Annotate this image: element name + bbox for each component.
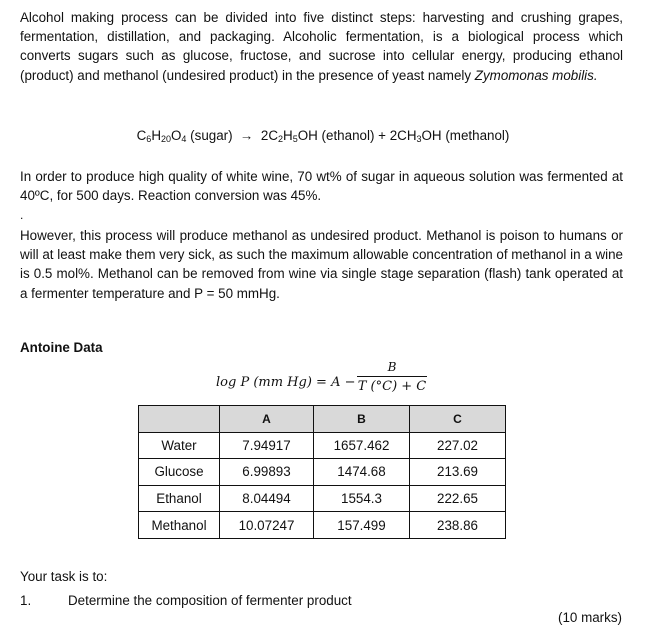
header-cell: C [410, 406, 506, 433]
methanol-paragraph: However, this process will produce methanol as undesired product. Methanol is poison to humans or will at least make them very sick, as such the maximum allowable concentration of methanol in a wine is 0.5 mol%. Methanol can be removed from wine via single stage separation (flash) tank operated at a fermenter temperature and P = 50 mmHg. [20, 228, 623, 301]
cell-c: 227.02 [410, 432, 506, 459]
methanol-label: (methanol) [445, 128, 510, 143]
sugar-formula: $C_6H_{20}O_4$ [136, 128, 187, 144]
ethanol-label: (ethanol) [321, 128, 375, 143]
cell-c: 238.86 [410, 512, 506, 539]
formula-fraction [357, 360, 427, 394]
task-intro: Your task is to: [20, 569, 108, 584]
table-header-row [139, 406, 506, 433]
row-name: Ethanol [139, 485, 220, 512]
ethanol-formula: $2C_2H_5OH$ [260, 128, 318, 144]
cell-a: 10.07247 [220, 512, 314, 539]
bullet-dot: . [20, 208, 24, 222]
question-text: Determine the composition of fermenter product [68, 593, 352, 608]
antoine-table [138, 405, 506, 539]
cell-b: 1657.462 [314, 432, 410, 459]
fraction-bar [357, 376, 427, 377]
table-row [139, 432, 506, 459]
plus-sign: + [378, 128, 386, 143]
cell-c: 213.69 [410, 459, 506, 486]
task-question [20, 593, 352, 608]
header-cell: B [314, 406, 410, 433]
cell-b: 1554.3 [314, 485, 410, 512]
row-name: Water [139, 432, 220, 459]
table-row [139, 512, 506, 539]
cell-a: 6.99893 [220, 459, 314, 486]
table-row [139, 459, 506, 486]
conditions-paragraph: In order to produce high quality of white wine, 70 wt% of sugar in aqueous solution was fermented at 40ºC, for 500 days. Reaction conversion was 45%. [20, 169, 623, 204]
methanol-formula: $2CH_3OH$ [389, 128, 442, 144]
intro-text: Alcohol making process can be divided into five distinct steps: harvesting and crushing grapes, fermentation, distillation, and packaging. Alcoholic fermentation, is a biological process which converts sugars such as glucose, fructose, and sucrose into cellular energy, producing ethanol (product) and methanol (undesired product) in the presence of yeast namely [20, 10, 623, 83]
cell-c: 222.65 [410, 485, 506, 512]
cell-b: 1474.68 [314, 459, 410, 486]
question-marks: (10 marks) [558, 610, 622, 625]
intro-paragraph [20, 8, 623, 85]
antoine-heading: Antoine Data [20, 340, 103, 355]
row-name: Glucose [139, 459, 220, 486]
formula-lhs: log P (mm Hg) = A − [216, 375, 356, 390]
header-cell: A [220, 406, 314, 433]
header-cell [139, 406, 220, 433]
reaction-equation [0, 128, 646, 144]
formula-denominator: T (°C) + C [357, 379, 427, 394]
formula-numerator: B [387, 360, 397, 374]
question-number: 1. [20, 593, 32, 608]
table-row [139, 485, 506, 512]
row-name: Methanol [139, 512, 220, 539]
sugar-label: (sugar) [190, 128, 233, 143]
reaction-arrow: → [240, 128, 254, 143]
organism-name: Zymomonas mobilis. [474, 67, 598, 83]
cell-a: 7.94917 [220, 432, 314, 459]
cell-a: 8.04494 [220, 485, 314, 512]
cell-b: 157.499 [314, 512, 410, 539]
